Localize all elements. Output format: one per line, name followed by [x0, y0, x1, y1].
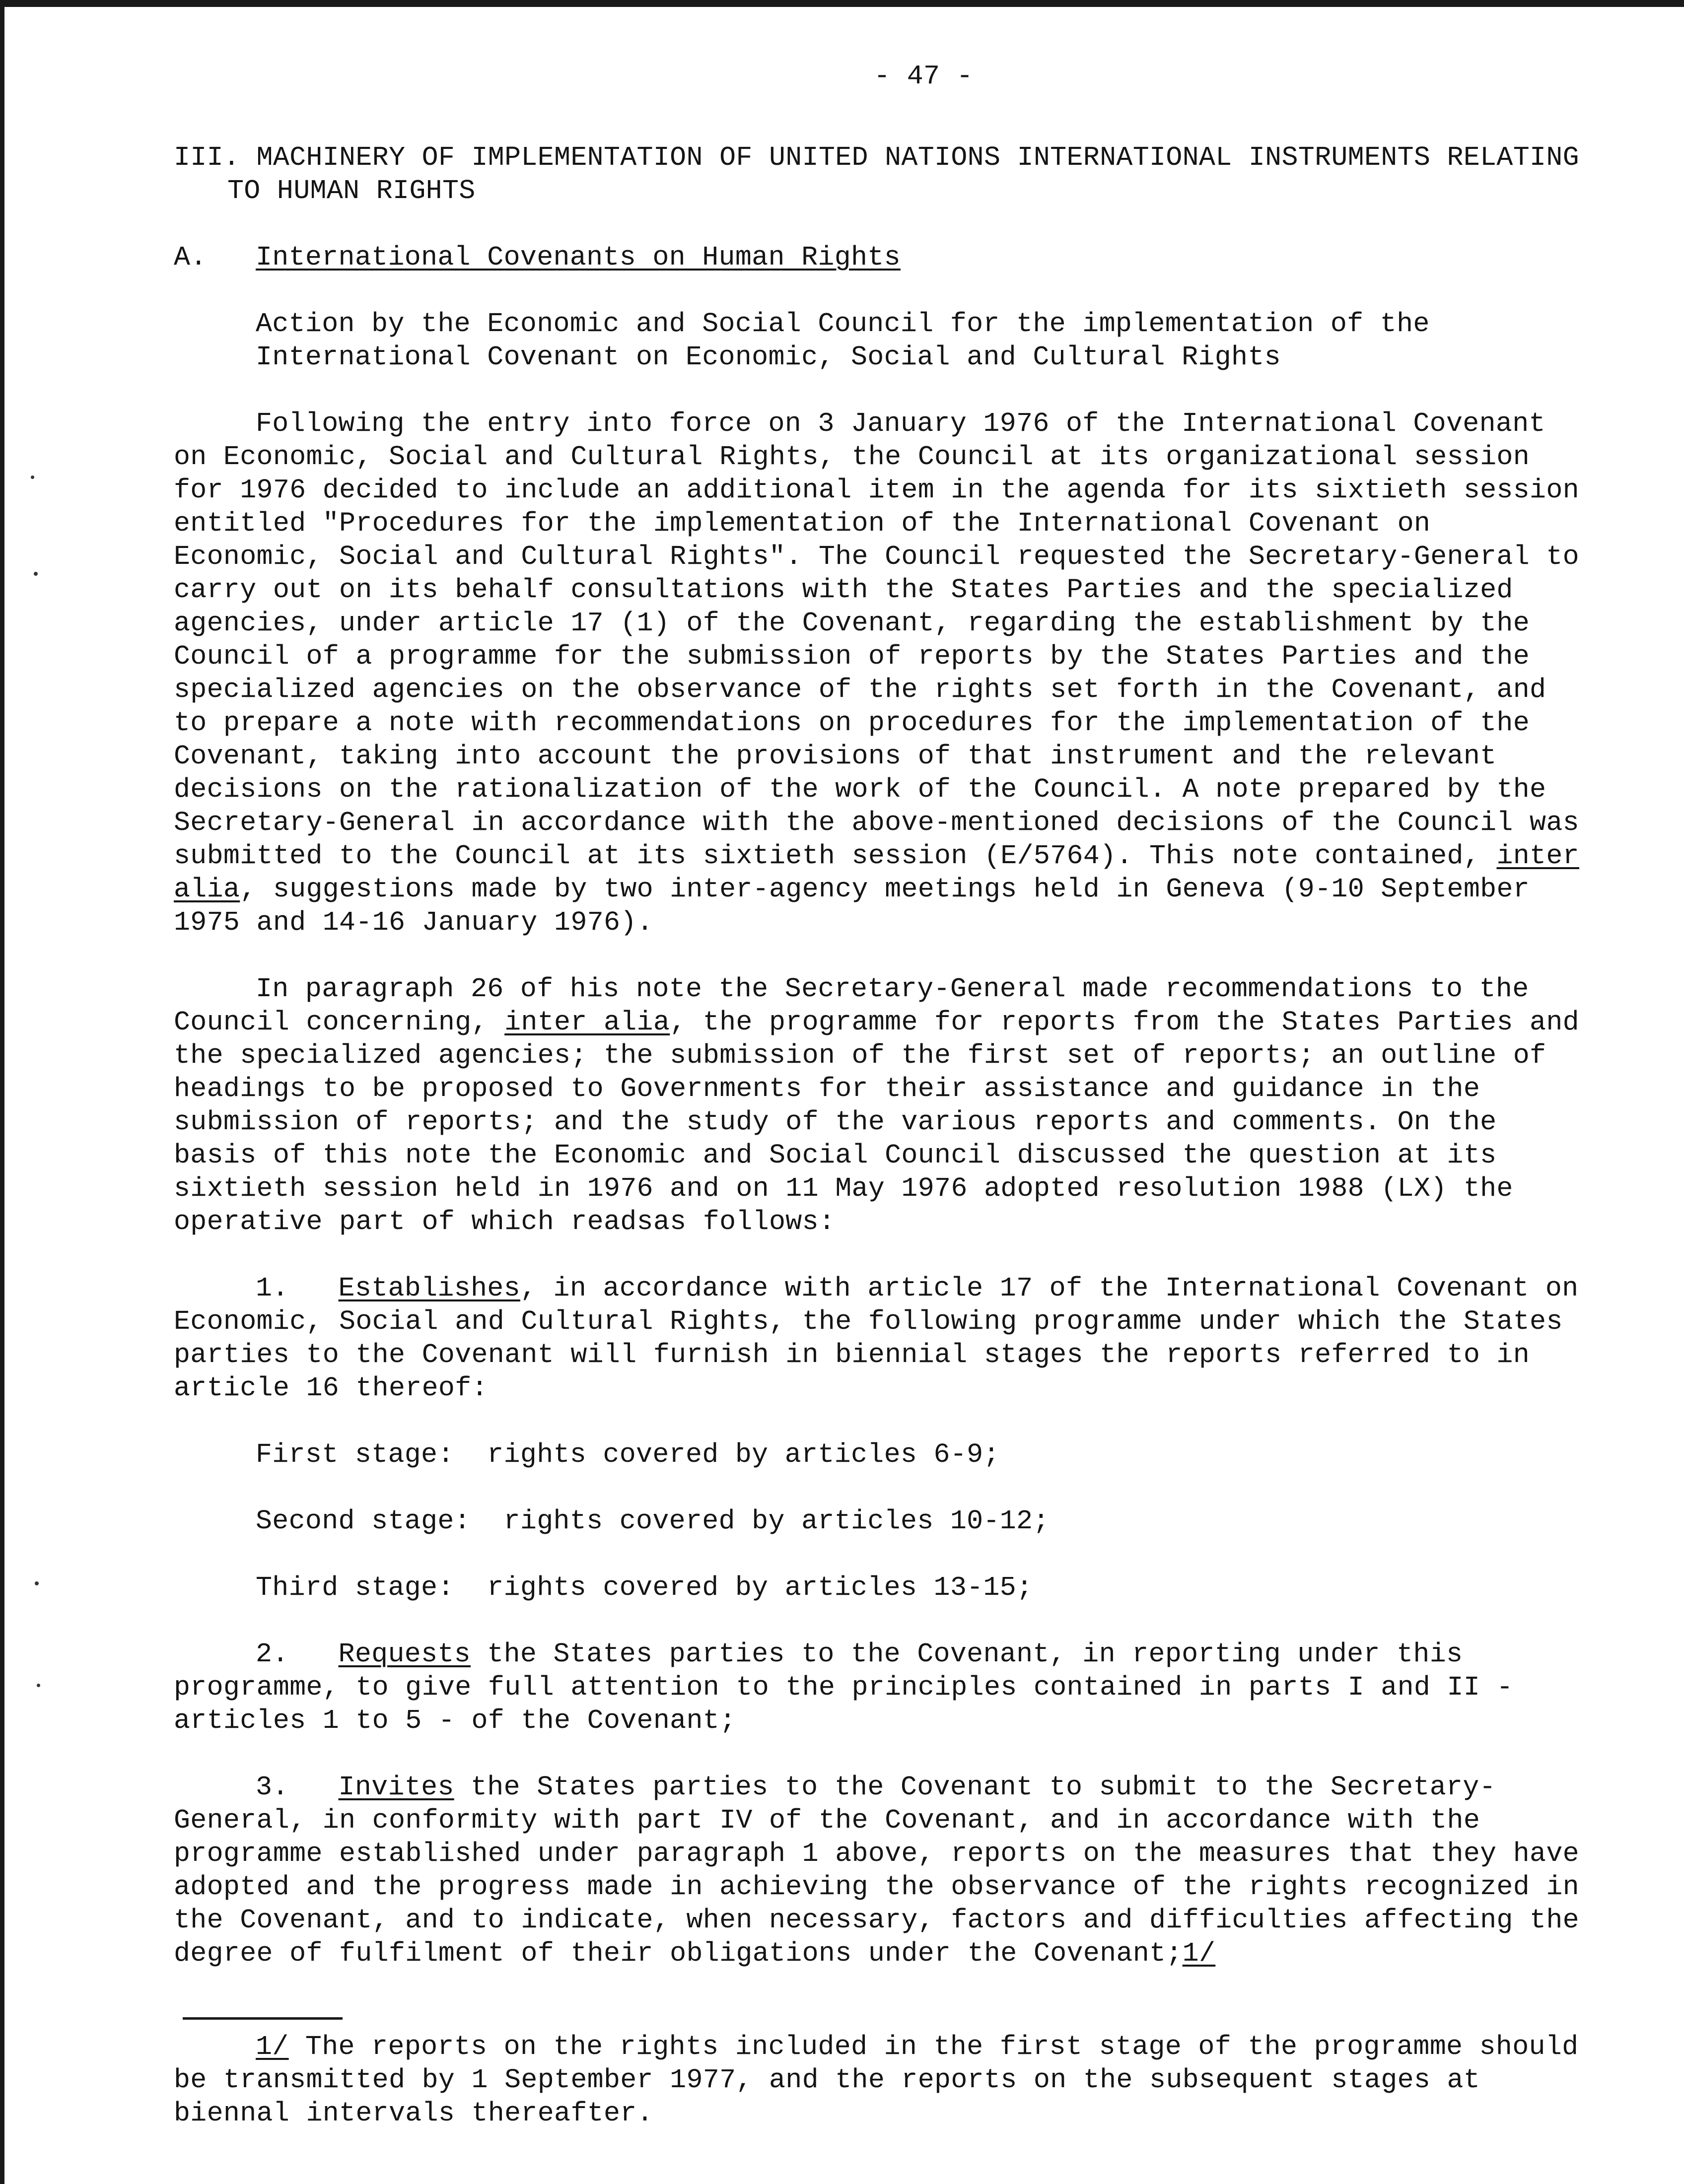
scan-border-left [0, 0, 4, 2184]
paragraph-1 [174, 407, 1594, 939]
stage-second: Second stage: rights covered by articles 10-12; [256, 1505, 1050, 1537]
stage-third: Third stage: rights covered by articles 13-15; [256, 1572, 1033, 1603]
item-number: 2. [256, 1638, 289, 1670]
operative-item-3 [174, 1771, 1594, 1970]
paragraph-2 [174, 972, 1594, 1238]
footnote-reference: 1/ [1182, 1938, 1216, 1969]
paragraph-1-text-b: , suggestions made by two inter-agency meetings held in Geneva (9-10 September 1975 and 14-16 January 1976). [174, 874, 1530, 938]
page-number: - 47 - [874, 61, 973, 92]
chapter-heading: III. MACHINERY OF IMPLEMENTATION OF UNITED NATIONS INTERNATIONAL INSTRUMENTS RELATING TO HUMAN RIGHTS [174, 142, 1579, 206]
operative-item-2 [174, 1638, 1594, 1737]
item-text: the States parties to the Covenant, in reporting under this programme, to give full attention to the principles contained in parts I and II - articles 1 to 5 - of the Covenant; [174, 1638, 1513, 1736]
item-text: the States parties to the Covenant to submit to the Secretary-General, in conformity with part IV of the Covenant, and in accordance with the programme established under paragraph 1 above, reports on the measures that they have adopted and the progress made in achieving the observance of the rights recognized in the Covenant, and to indicate, when necessary, factors and difficulties affecting the degree of fulfilment of their obligations under the Covenant; [174, 1772, 1579, 1969]
margin-speck [35, 1581, 39, 1585]
item-number: 3. [256, 1772, 289, 1803]
paragraph-2-text-a: In paragraph 26 of his note the Secretary-General made recommendations to the Council concerning, [174, 973, 1529, 1038]
item-verb: Invites [338, 1772, 454, 1803]
margin-speck [37, 1684, 40, 1687]
emphasis-inter-alia: inter alia [174, 840, 1579, 905]
margin-speck [34, 572, 38, 576]
emphasis-inter-alia: inter alia [504, 1007, 670, 1038]
document-page [174, 60, 1594, 1970]
margin-speck [31, 476, 34, 479]
subheading: Action by the Economic and Social Council for the implementation of the International Covenant on Economic, Social and Cultural Rights [256, 308, 1430, 373]
section-label: A. [174, 242, 207, 273]
footnote-rule [183, 2017, 343, 2020]
footnote [174, 2030, 1594, 2130]
item-text: , in accordance with article 17 of the International Covenant on Economic, Social and Cultural Rights, the following programme under which the States parties to the Covenant will furnish in biennial stages the reports referred to in article 16 thereof: [174, 1273, 1579, 1404]
section-title: International Covenants on Human Rights [256, 242, 901, 273]
footnote-marker: 1/ [256, 2031, 289, 2062]
paragraph-2-text-b: , the programme for reports from the States Parties and the specialized agencies; the submission of the first set of reports; an outline of headings to be proposed to Governments for their assistance and guidance in the submission of reports; and the study of the various reports and comments. On the basis of this note the Economic and Social Council discussed the question at its sixtieth session held in 1976 and on 11 May 1976 adopted resolution 1988 (LX) the operative part of which readsas follows: [174, 1007, 1579, 1237]
stage-first: First stage: rights covered by articles 6-9; [256, 1439, 1000, 1470]
item-verb: Requests [338, 1638, 471, 1670]
footnote-text: The reports on the rights included in the first stage of the programme should be transmitted by 1 September 1977, and the reports on the subsequent stages at biennal intervals thereafter. [174, 2031, 1579, 2129]
section-heading [174, 241, 1594, 274]
item-verb: Establishes [338, 1273, 520, 1304]
paragraph-1-text-a: Following the entry into force on 3 January 1976 of the International Covenant on Economic, Social and Cultural Rights, the Council at its organizational session for 1976 decided to include an additional item in the agenda for its sixtieth session entitled "Procedures for the implementation of the International Covenant on Economic, Social and Cultural Rights". The Council requested the Secretary-General to carry out on its behalf consultations with the States Parties and the specialized agencies, under article 17 (1) of the Covenant, regarding the establishment by the Council of a programme for the submission of reports by the States Parties and the specialized agencies on the observance of the rights set forth in the Covenant, and to prepare a note with recommendations on procedures for the implementation of the Covenant, taking into account the provisions of that instrument and the relevant decisions on the rationalization of the work of the Council. A note prepared by the Secretary-General in accordance with the above-mentioned decisions of the Council was submitted to the Council at its sixtieth session (E/5764). This note contained, [174, 408, 1579, 872]
operative-item-1 [174, 1272, 1594, 1405]
scan-border-top [0, 0, 1684, 7]
item-number: 1. [256, 1273, 289, 1304]
